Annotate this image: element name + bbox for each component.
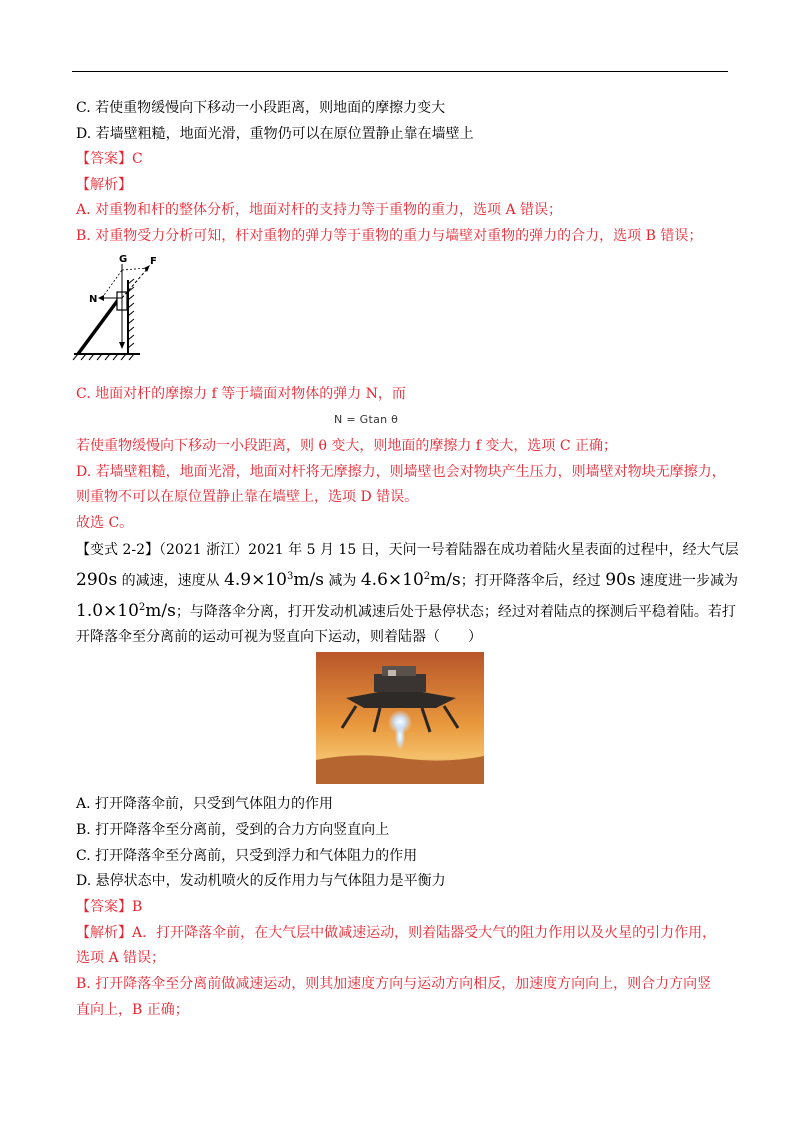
- answer-value: B: [132, 899, 143, 915]
- label-f: F: [150, 256, 157, 267]
- analysis-a: A. 对重物和杆的整体分析，地面对杆的支持力等于重物的重力，选项 A 错误；: [76, 202, 563, 218]
- answer-2: [76, 897, 142, 917]
- option-c: C. 打开降落伞至分离前，只受到浮力和气体阻力的作用: [76, 848, 418, 864]
- force-f-arrow: [122, 268, 148, 298]
- option-a: A. 打开降落伞前，只受到气体阻力的作用: [76, 796, 334, 812]
- analysis-c: C. 地面对杆的摩擦力 f 等于墙面对物体的弹力 N，而: [76, 386, 406, 402]
- option-b: B. 打开降落伞至分离前，受到的合力方向竖直向上: [76, 822, 390, 838]
- question-label: 【变式 2-2】: [76, 542, 159, 558]
- conclusion: 故选 C。: [76, 515, 134, 531]
- analysis-2-line-2: 选项 A 错误；: [76, 950, 166, 966]
- label-n: N: [89, 294, 98, 305]
- force-diagram: [70, 250, 180, 362]
- analysis-label-2: 【解析】: [76, 925, 132, 941]
- answer-value: C: [132, 151, 143, 167]
- answer-1: [76, 149, 143, 169]
- label-g: G: [119, 254, 128, 265]
- analysis-label-1: 【解析】: [76, 177, 132, 193]
- question-line-1: 【变式 2-2】（2021 浙江）2021 年 5 月 15 日，天问一号着陆器在成功着陆火星表面的过程中，经大气层: [76, 542, 739, 558]
- formula: N = Gtan θ: [334, 413, 399, 426]
- lander-photo: [316, 652, 484, 784]
- analysis-b: B. 对重物受力分析可知，杆对重物的弹力等于重物的重力与墙壁对重物的弹力的合力，选项 B 错误；: [76, 228, 703, 244]
- analysis-2-line-3: B. 打开降落伞至分离前做减速运动，则其加速度方向与运动方向相反，加速度方向向上，则合力方向竖: [76, 976, 712, 992]
- header-rule: [72, 71, 728, 72]
- answer-label: 【答案】: [76, 151, 132, 167]
- mars-ground: [316, 755, 484, 784]
- question-line-3: $1.0\times 10^2m/s$；与降落伞分离，打开发动机减速后处于悬停状态；经过对着陆点的探测后平稳着陆。若打: [76, 601, 736, 621]
- rod: [78, 300, 118, 354]
- question-line-2: 290s 的减速，速度从 $4.9\times 10^3m/s$ 减为 $4.6\times 10^2m/s$；打开降落伞后，经过 90s 速度进一步减为: [76, 570, 738, 590]
- question-line-4: 开降落伞至分离前的运动可视为竖直向下运动，则着陆器（ ）: [76, 629, 482, 645]
- analysis-d2: 则重物不可以在原位置静止靠在墙壁上，选项 D 错误。: [76, 489, 419, 505]
- option-d: D. 悬停状态中，发动机喷火的反作用力与气体阻力是平衡力: [76, 873, 446, 889]
- analysis-2-line-4: 直向上，B 正确；: [76, 1002, 189, 1018]
- option-d-line: D. 若墙壁粗糙，地面光滑，重物仍可以在原位置静止靠在墙壁上: [76, 126, 474, 142]
- analysis-d: D. 若墙壁粗糙，地面光滑，地面对杆将无摩擦力，则墙壁也会对物块产生压力，则墙壁对物块无摩擦力，: [76, 464, 726, 480]
- analysis-c2: 若使重物缓慢向下移动一小段距离，则 θ 变大，则地面的摩擦力 f 变大，选项 C 正确；: [76, 438, 618, 454]
- answer-label: 【答案】: [76, 899, 132, 915]
- analysis-2-line-1: 【解析】A．打开降落伞前，在大气层中做减速运动，则着陆器受大气的阻力作用以及火星的引力作用，: [76, 925, 717, 941]
- option-c-line: C. 若使重物缓慢向下移动一小段距离，则地面的摩擦力变大: [76, 100, 446, 116]
